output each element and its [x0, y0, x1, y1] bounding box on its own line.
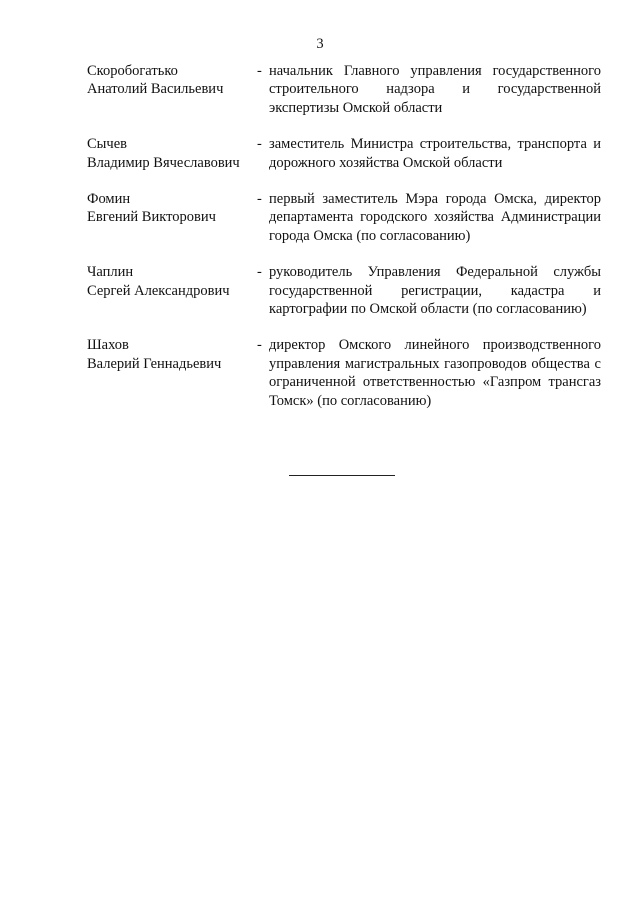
member-name	[87, 62, 257, 99]
closing-divider-line	[289, 475, 395, 476]
page-number: 3	[316, 36, 324, 52]
member-role: начальник Главного управления государственного строительного надзора и государственной экспертизы Омской области	[269, 63, 601, 116]
member-name	[87, 135, 257, 172]
member-role: заместитель Министра строительства, транспорта и дорожного хозяйства Омской области	[269, 136, 601, 171]
member-given-names: Евгений Викторович	[87, 209, 216, 226]
member-entry	[87, 336, 601, 410]
member-role: руководитель Управления Федеральной службы государственной регистрации, кадастра и картографии по Омской области (по согласованию)	[269, 264, 601, 318]
member-given-names: Сергей Александрович	[87, 282, 230, 299]
member-surname: Чаплин	[87, 264, 134, 281]
member-dash: -	[257, 63, 262, 79]
member-name	[87, 263, 257, 300]
member-entry	[87, 190, 601, 245]
member-role: директор Омского линейного производственного управления магистральных газопроводов общества с ограниченной ответственностью «Газпром трансгаз Томск» (по согласованию)	[269, 337, 601, 409]
members-list	[87, 62, 601, 410]
member-surname: Фомин	[87, 191, 131, 208]
member-given-names: Валерий Геннадьевич	[87, 355, 222, 372]
member-dash: -	[257, 136, 262, 153]
member-name	[87, 336, 257, 373]
member-entry	[87, 62, 601, 117]
member-surname: Шахов	[87, 337, 129, 354]
member-name	[87, 190, 257, 227]
member-dash: -	[257, 191, 262, 208]
member-given-names: Владимир Вячеславович	[87, 154, 240, 171]
member-role: первый заместитель Мэра города Омска, директор департамента городского хозяйства Администрации города Омска (по согласованию)	[269, 191, 601, 244]
member-surname: Скоробогатько	[87, 63, 178, 79]
member-entry	[87, 135, 601, 172]
member-dash: -	[257, 264, 262, 281]
member-entry	[87, 263, 601, 318]
member-surname: Сычев	[87, 136, 127, 153]
member-given-names: Анатолий Васильевич	[87, 81, 224, 98]
member-dash: -	[257, 337, 262, 354]
